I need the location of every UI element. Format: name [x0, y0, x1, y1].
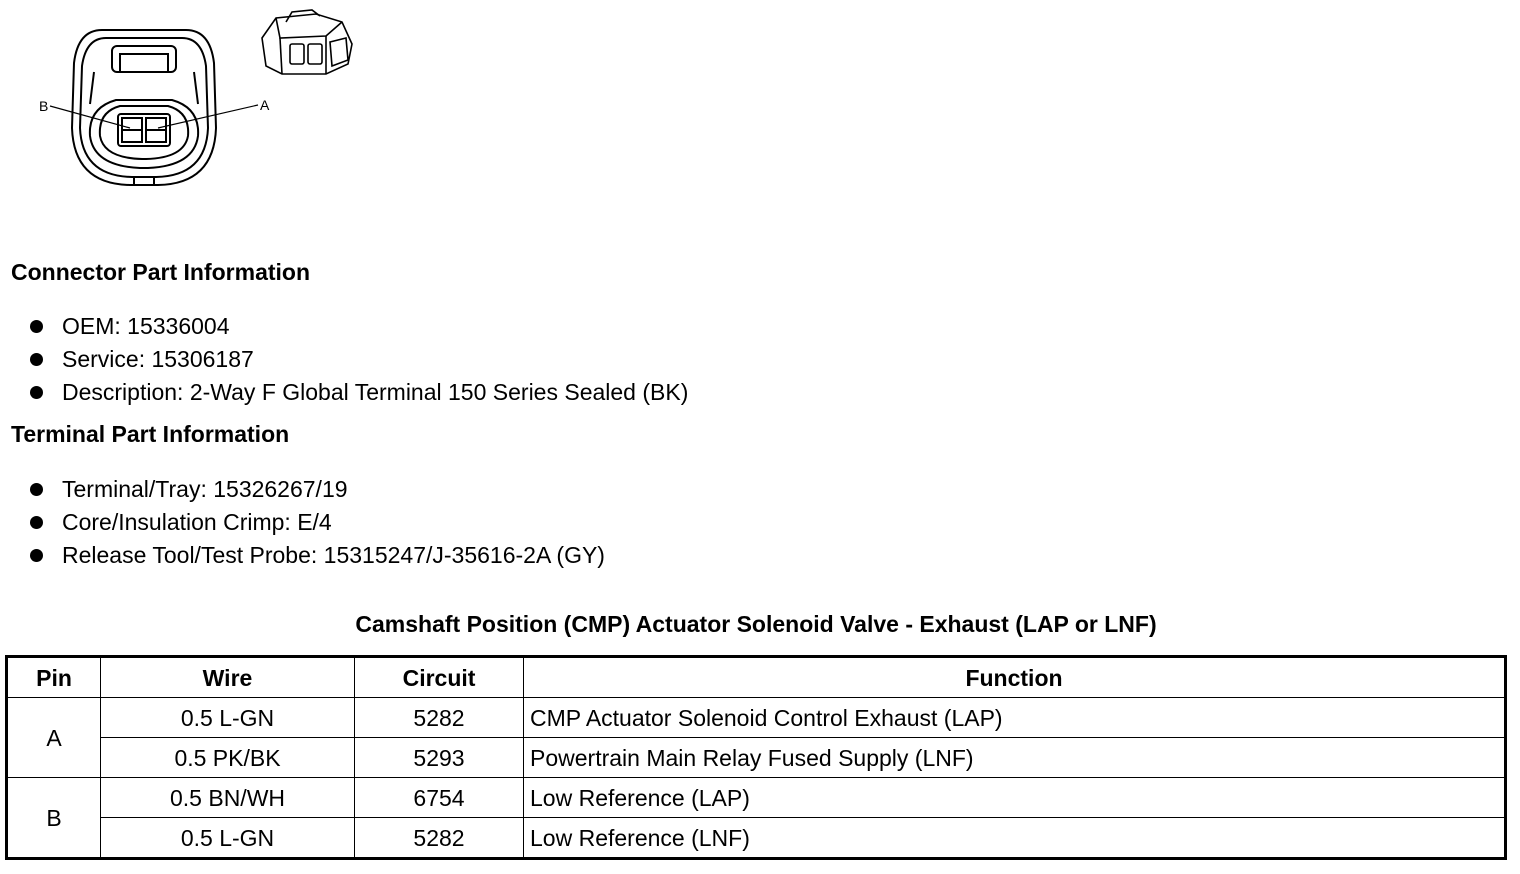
table-row: [7, 698, 1506, 738]
table-row: [7, 738, 1506, 778]
wire-column-header: Wire: [101, 657, 355, 698]
circuit-column-header: Circuit: [355, 657, 524, 698]
connector-face-diagram: [30, 8, 360, 194]
bullet-icon: [30, 386, 43, 399]
connector-isometric-view: [262, 10, 352, 74]
pin-b-callout: B: [39, 98, 49, 114]
pinout-table: [5, 655, 1507, 860]
pin-column-header: Pin: [7, 657, 101, 698]
pin-a-callout: A: [260, 97, 270, 113]
list-item: Terminal/Tray: 15326267/19: [28, 473, 605, 506]
function-column-header: Function: [524, 657, 1506, 698]
wire-cell: 0.5 L-GN: [101, 698, 355, 738]
pin-cell: B: [7, 778, 101, 859]
terminal-part-info-heading: Terminal Part Information: [11, 421, 290, 447]
terminal-part-info-list: [28, 473, 605, 572]
circuit-cell: 6754: [355, 778, 524, 818]
bullet-icon: [30, 516, 43, 529]
table-row: [7, 778, 1506, 818]
bullet-icon: [30, 549, 43, 562]
circuit-cell: 5282: [355, 698, 524, 738]
wire-cell: 0.5 PK/BK: [101, 738, 355, 778]
pin-table-title: Camshaft Position (CMP) Actuator Solenoid Valve - Exhaust (LAP or LNF): [355, 611, 1157, 637]
wire-cell: 0.5 BN/WH: [101, 778, 355, 818]
circuit-cell: 5282: [355, 818, 524, 859]
pin-cell: A: [7, 698, 101, 778]
bullet-icon: [30, 353, 43, 366]
list-item: OEM: 15336004: [28, 310, 688, 343]
connector-part-info-list: [28, 310, 688, 409]
list-item: Core/Insulation Crimp: E/4: [28, 506, 605, 539]
list-item: Service: 15306187: [28, 343, 688, 376]
connector-part-info-heading: Connector Part Information: [11, 259, 311, 285]
function-cell: CMP Actuator Solenoid Control Exhaust (LAP): [524, 698, 1506, 738]
list-item: Release Tool/Test Probe: 15315247/J-35616-2A (GY): [28, 539, 605, 572]
table-header-row: [7, 657, 1506, 698]
list-item: Description: 2-Way F Global Terminal 150 Series Sealed (BK): [28, 376, 688, 409]
bullet-icon: [30, 320, 43, 333]
function-cell: Powertrain Main Relay Fused Supply (LNF): [524, 738, 1506, 778]
circuit-cell: 5293: [355, 738, 524, 778]
wire-cell: 0.5 L-GN: [101, 818, 355, 859]
function-cell: Low Reference (LAP): [524, 778, 1506, 818]
table-row: [7, 818, 1506, 859]
function-cell: Low Reference (LNF): [524, 818, 1506, 859]
bullet-icon: [30, 483, 43, 496]
